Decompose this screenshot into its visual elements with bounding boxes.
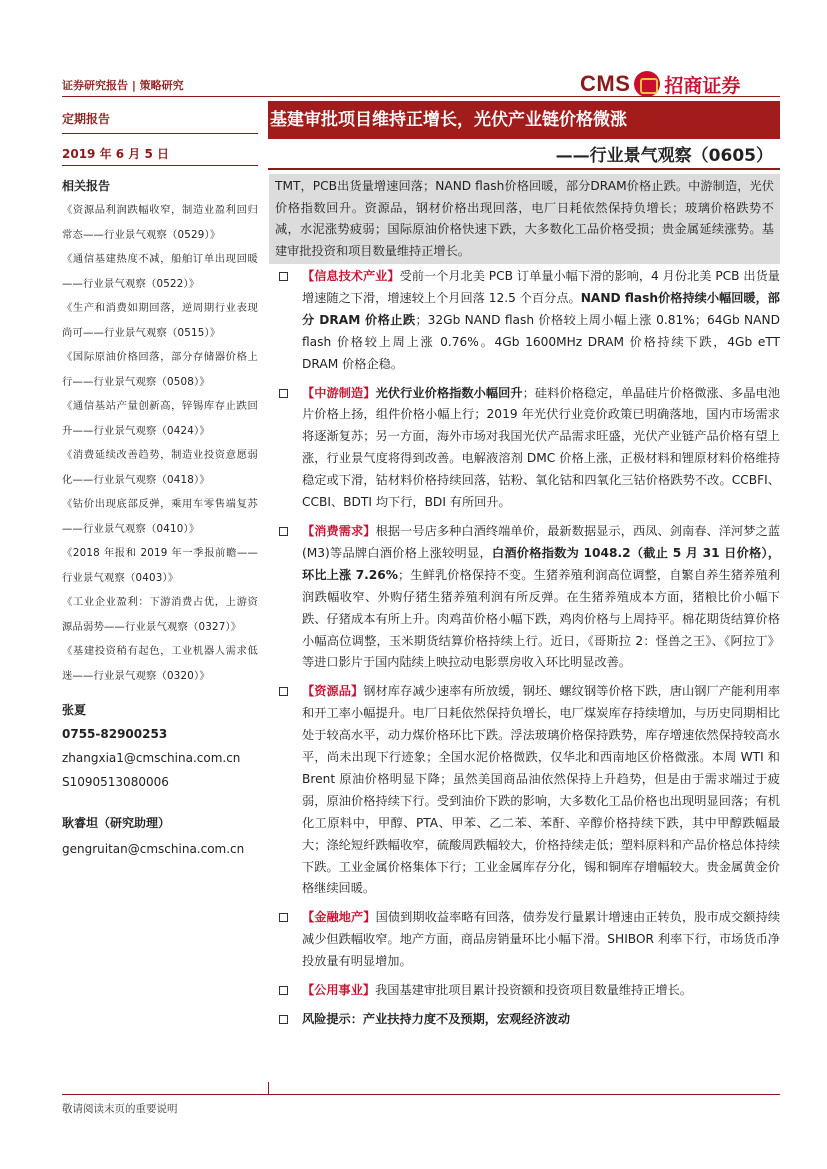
analyst-email[interactable]: zhangxia1@cmschina.com.cn	[62, 751, 241, 765]
section-tag: 【金融地产】	[302, 910, 376, 925]
checkbox-bullet-icon	[279, 687, 288, 696]
logo-emblem-icon	[634, 71, 660, 97]
bullet-text: ；硅料价格稳定，单晶硅片价格微涨、多晶电池片价格上扬，组件价格小幅上行；2019 年光伏行业竞价政策已明确落地，国内市场需求将逐渐复苏；另一方面，海外市场对我国光伏产品需求旺盛，光伏产业链产品价格有望上涨，行业景气度将得到改善。电解液溶剂 DMC 价格上涨，正极材料和锂原材料价格维持稳定或下滑，钴材料价格持续回落，钴粉、氧化钴和四氧化三钴价格跌势不改。CCBFI、CCBI、BDTI 均下行，BDI 有所回升。	[302, 385, 781, 510]
header-divider	[62, 96, 780, 97]
summary-box: TMT，PCB出货量增速回落；NAND flash价格回暖，部分DRAM价格止跌。中游制造，光伏价格指数回升。资源品，钢材价格出现回落，电厂日耗依然保持负增长；玻璃价格跌势不减，水泥涨势疲弱；国际原油价格快速下跌，大多数化工品价格受损；贵金属延续涨势。基建审批投资和项目数量维持正增长。	[269, 174, 780, 264]
section-tag: 【公用事业】	[302, 983, 376, 998]
report-subtitle: ——行业景气观察（0605）	[555, 146, 773, 166]
checkbox-bullet-icon	[279, 389, 288, 398]
assistant-name: 耿睿坦（研究助理）	[62, 816, 171, 830]
related-report-link[interactable]: 《国际原油价格回落，部分存储器价格上行——行业景气观察（0508）》	[62, 351, 258, 388]
related-report-link[interactable]: 《资源品利润跌幅收窄，制造业盈利回归常态——行业景气观察（0529）》	[62, 204, 258, 241]
bullet-text: 国债到期收益率略有回落，债券发行量累计增速由正转负，股市成交额持续减少但跌幅收窄。地产方面，商品房销量环比小幅下滑。SHIBOR 利率下行，市场货币净投放量有明显增加。	[302, 910, 781, 969]
bullet-midstream-manufacturing	[276, 383, 780, 514]
related-reports-list	[62, 198, 258, 688]
checkbox-bullet-icon	[279, 527, 288, 536]
bullet-utilities	[276, 980, 780, 1002]
section-tag: 【资源品】	[302, 684, 364, 699]
bullet-it-industry	[276, 266, 780, 376]
related-report-link[interactable]: 《钴价出现底部反弹，乘用车零售端复苏——行业景气观察（0410）》	[62, 498, 258, 535]
related-reports-heading: 相关报告	[62, 179, 111, 193]
checkbox-bullet-icon	[279, 272, 288, 281]
checkbox-bullet-icon	[279, 1015, 288, 1024]
bullet-risk-warning	[276, 1009, 780, 1031]
assistant-email[interactable]: gengruitan@cmschina.com.cn	[62, 842, 245, 856]
bullet-finance-realestate	[276, 907, 780, 973]
column-divider	[268, 1082, 269, 1094]
bullet-text: 我国基建审批项目累计投资额和投资项目数量维持正增长。	[375, 983, 692, 998]
analyst-phone: 0755-82900253	[62, 727, 168, 741]
bullet-text: 受前一个月北美 PCB 订单量小幅下滑的影响，4 月份北美 PCB 出货量增速随之下滑，增速较上个月回落 12.5 个百分点。	[302, 269, 780, 305]
section-tag: 【中游制造】	[302, 385, 376, 400]
bullet-text: ；生鲜乳价格保持不变。生猪养殖利润高位调整，自繁自养生猪养殖利润跌幅收窄、外购仔猪生猪养殖利润有所反弹。在生猪养殖成本方面，猪粮比价小幅下跌、仔猪成本有所上升。肉鸡苗价格小幅下跌，鸡肉价格与上周持平。棉花期货结算价格小幅高位调整，玉米期货结算价格持续上行。近日，《哥斯拉 2：怪兽之王》、《阿拉丁》等进口影片于国内陆续上映拉动电影票房收入环比明显改善。	[302, 567, 781, 670]
footer-disclaimer: 敬请阅读末页的重要说明	[62, 1103, 178, 1115]
sidebar-divider	[62, 133, 258, 134]
checkbox-bullet-icon	[279, 986, 288, 995]
section-tag: 【消费需求】	[302, 523, 376, 538]
analyst-info	[62, 698, 258, 794]
bullet-text: ；32Gb NAND flash 价格较上周小幅上涨 0.81%；64Gb NAND flash 价格较上周上涨 0.76%。4Gb 1600MHz DRAM 价格持续下跌，4Gb eTT DRAM 价格企稳。	[302, 312, 780, 371]
related-report-link[interactable]: 《通信基建热度不减，船舶订单出现回暖——行业景气观察（0522）》	[62, 253, 258, 290]
title-divider	[268, 168, 780, 170]
related-report-link[interactable]: 《生产和消费如期回落，逆周期行业表现尚可——行业景气观察（0515）》	[62, 302, 258, 339]
related-report-link[interactable]: 《基建投资稍有起色，工业机器人需求低迷——行业景气观察（0320）》	[62, 645, 258, 682]
related-report-link[interactable]: 《2018 年报和 2019 年一季报前瞻——行业景气观察（0403）》	[62, 547, 258, 584]
related-report-link[interactable]: 《工业企业盈利：下游消费占优，上游资源品弱势——行业景气观察（0327）》	[62, 596, 258, 633]
main-content	[276, 266, 780, 1038]
assistant-info	[62, 810, 258, 862]
footer-divider	[62, 1094, 780, 1095]
sidebar	[62, 110, 258, 862]
risk-warning: 风险提示：产业扶持力度不及预期，宏观经济波动	[302, 1012, 571, 1026]
related-report-link[interactable]: 《通信基站产量创新高，锌锡库存止跌回升——行业景气观察（0424）》	[62, 400, 258, 437]
report-category: 证券研究报告 | 策略研究	[62, 79, 184, 92]
bullet-highlight: 光伏行业价格指数小幅回升	[375, 385, 523, 400]
section-tag: 【信息技术产业】	[302, 269, 400, 283]
bullet-consumer-demand	[276, 521, 780, 674]
report-type: 定期报告	[62, 112, 111, 126]
bullet-resources	[276, 681, 780, 900]
logo-latin: CMS	[580, 71, 631, 96]
bullet-highlight: NAND flash价格持续小幅回暖，部分 DRAM 价格止跌	[302, 290, 780, 327]
bullet-highlight: 白酒价格指数为 1048.2（截止 5 月 31 日价格），环比上涨 7.26%	[302, 545, 781, 582]
bullet-text: 钢材库存减少速率有所放缓，钢坯、螺纹钢等价格下跌，唐山钢厂产能利用率和开工率小幅提升。电厂日耗依然保持负增长，电厂煤炭库存持续增加，与历史同期相比处于较高水平，动力煤价格环比下跌。浮法玻璃价格保持跌势，库存增速依然保持较高水平，尚未出现下行迹象；全国水泥价格微跌，仅华北和西南地区价格微涨。本周 WTI 和 Brent 原油价格明显下降；虽然美国商品油依然保持上升趋势，但是由于需求端过于疲弱，原油价格持续下行。受到油价下跌的影响，大多数化工品价格也出现明显回落；有机化工原料中，甲醇、PTA、甲苯、乙二苯、苯酐、辛醇价格持续下跌，其中甲醇跌幅最大；涤纶短纤跌幅收窄，硫酸周跌幅较大，价格持续走低；塑料原料和产品价格总体持续下跌。工业金属价格集体下行；工业金属库存分化，锡和铜库存增幅较大。贵金属黄金价格继续回暖。	[302, 684, 781, 896]
logo-chinese: 招商证券	[664, 74, 741, 97]
sidebar-divider	[62, 165, 258, 166]
analyst-license: S1090513080006	[62, 775, 169, 789]
report-date: 2019 年 6 月 5 日	[62, 147, 169, 161]
report-title: 基建审批项目维持正增长，光伏产业链价格微涨	[268, 101, 780, 139]
analyst-name: 张夏	[62, 703, 87, 717]
bullet-text: 根据一号店多种白酒终端单价，最新数据显示，西凤、剑南春、洋河梦之蓝(M3)等品牌白酒价格上涨较明显，	[302, 523, 781, 560]
checkbox-bullet-icon	[279, 913, 288, 922]
related-report-link[interactable]: 《消费延续改善趋势，制造业投资意愿弱化——行业景气观察（0418）》	[62, 449, 258, 486]
